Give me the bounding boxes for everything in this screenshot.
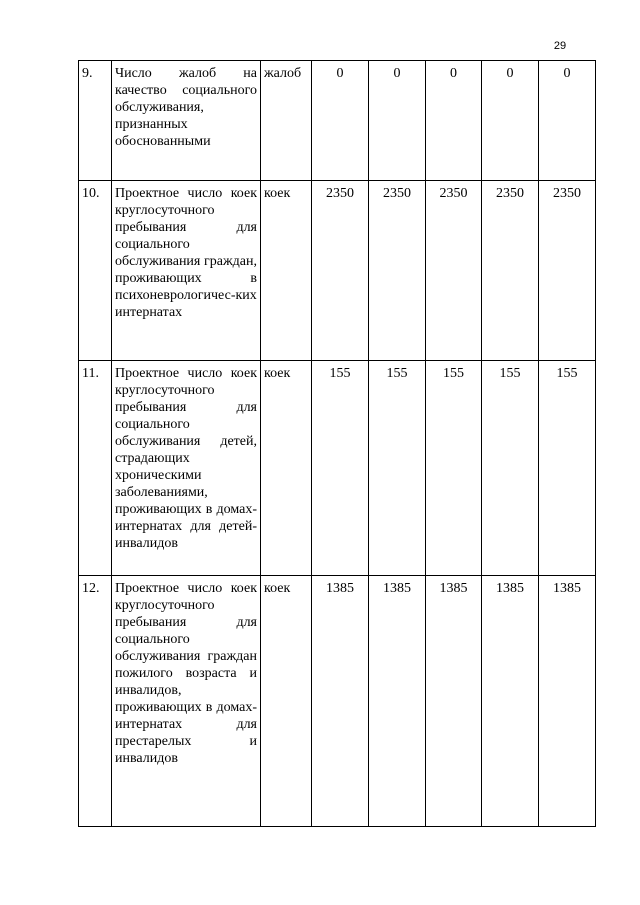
table-row [79,61,596,181]
indicator-name: Проектное число коек круглосуточного пребывания для социального обслуживания граждан пожилого возраста и инвалидов, проживающих в домах-интернатах для престарелых и инвалидов [112,576,261,827]
value-cell: 1385 [426,576,482,827]
row-number: 11. [79,361,112,576]
value-cell: 0 [482,61,539,181]
value-cell: 2350 [426,181,482,361]
value-cell: 155 [369,361,426,576]
unit-cell: коек [261,361,312,576]
value-cell: 2350 [369,181,426,361]
value-cell: 0 [312,61,369,181]
value-cell: 1385 [482,576,539,827]
unit-cell: коек [261,576,312,827]
indicator-name: Число жалоб на качество социального обслуживания, признанных обоснованными [112,61,261,181]
value-cell: 155 [482,361,539,576]
value-cell: 1385 [312,576,369,827]
value-cell: 1385 [539,576,596,827]
value-cell: 155 [426,361,482,576]
unit-cell: жалоб [261,61,312,181]
value-cell: 0 [426,61,482,181]
row-number: 10. [79,181,112,361]
value-cell: 0 [369,61,426,181]
page-number: 29 [553,40,567,52]
indicator-name: Проектное число коек круглосуточного пребывания для социального обслуживания граждан, проживающих в психоневрологичес-ких интернатах [112,181,261,361]
indicators-table [78,60,596,827]
table-row [79,576,596,827]
value-cell: 2350 [482,181,539,361]
value-cell: 155 [312,361,369,576]
value-cell: 2350 [539,181,596,361]
value-cell: 2350 [312,181,369,361]
indicator-name: Проектное число коек круглосуточного пребывания для социального обслуживания детей, страдающих хроническими заболеваниями, проживающих в домах-интернатах для детей-инвалидов [112,361,261,576]
row-number: 9. [79,61,112,181]
table-row [79,361,596,576]
value-cell: 1385 [369,576,426,827]
value-cell: 0 [539,61,596,181]
value-cell: 155 [539,361,596,576]
table-row [79,181,596,361]
unit-cell: коек [261,181,312,361]
row-number: 12. [79,576,112,827]
